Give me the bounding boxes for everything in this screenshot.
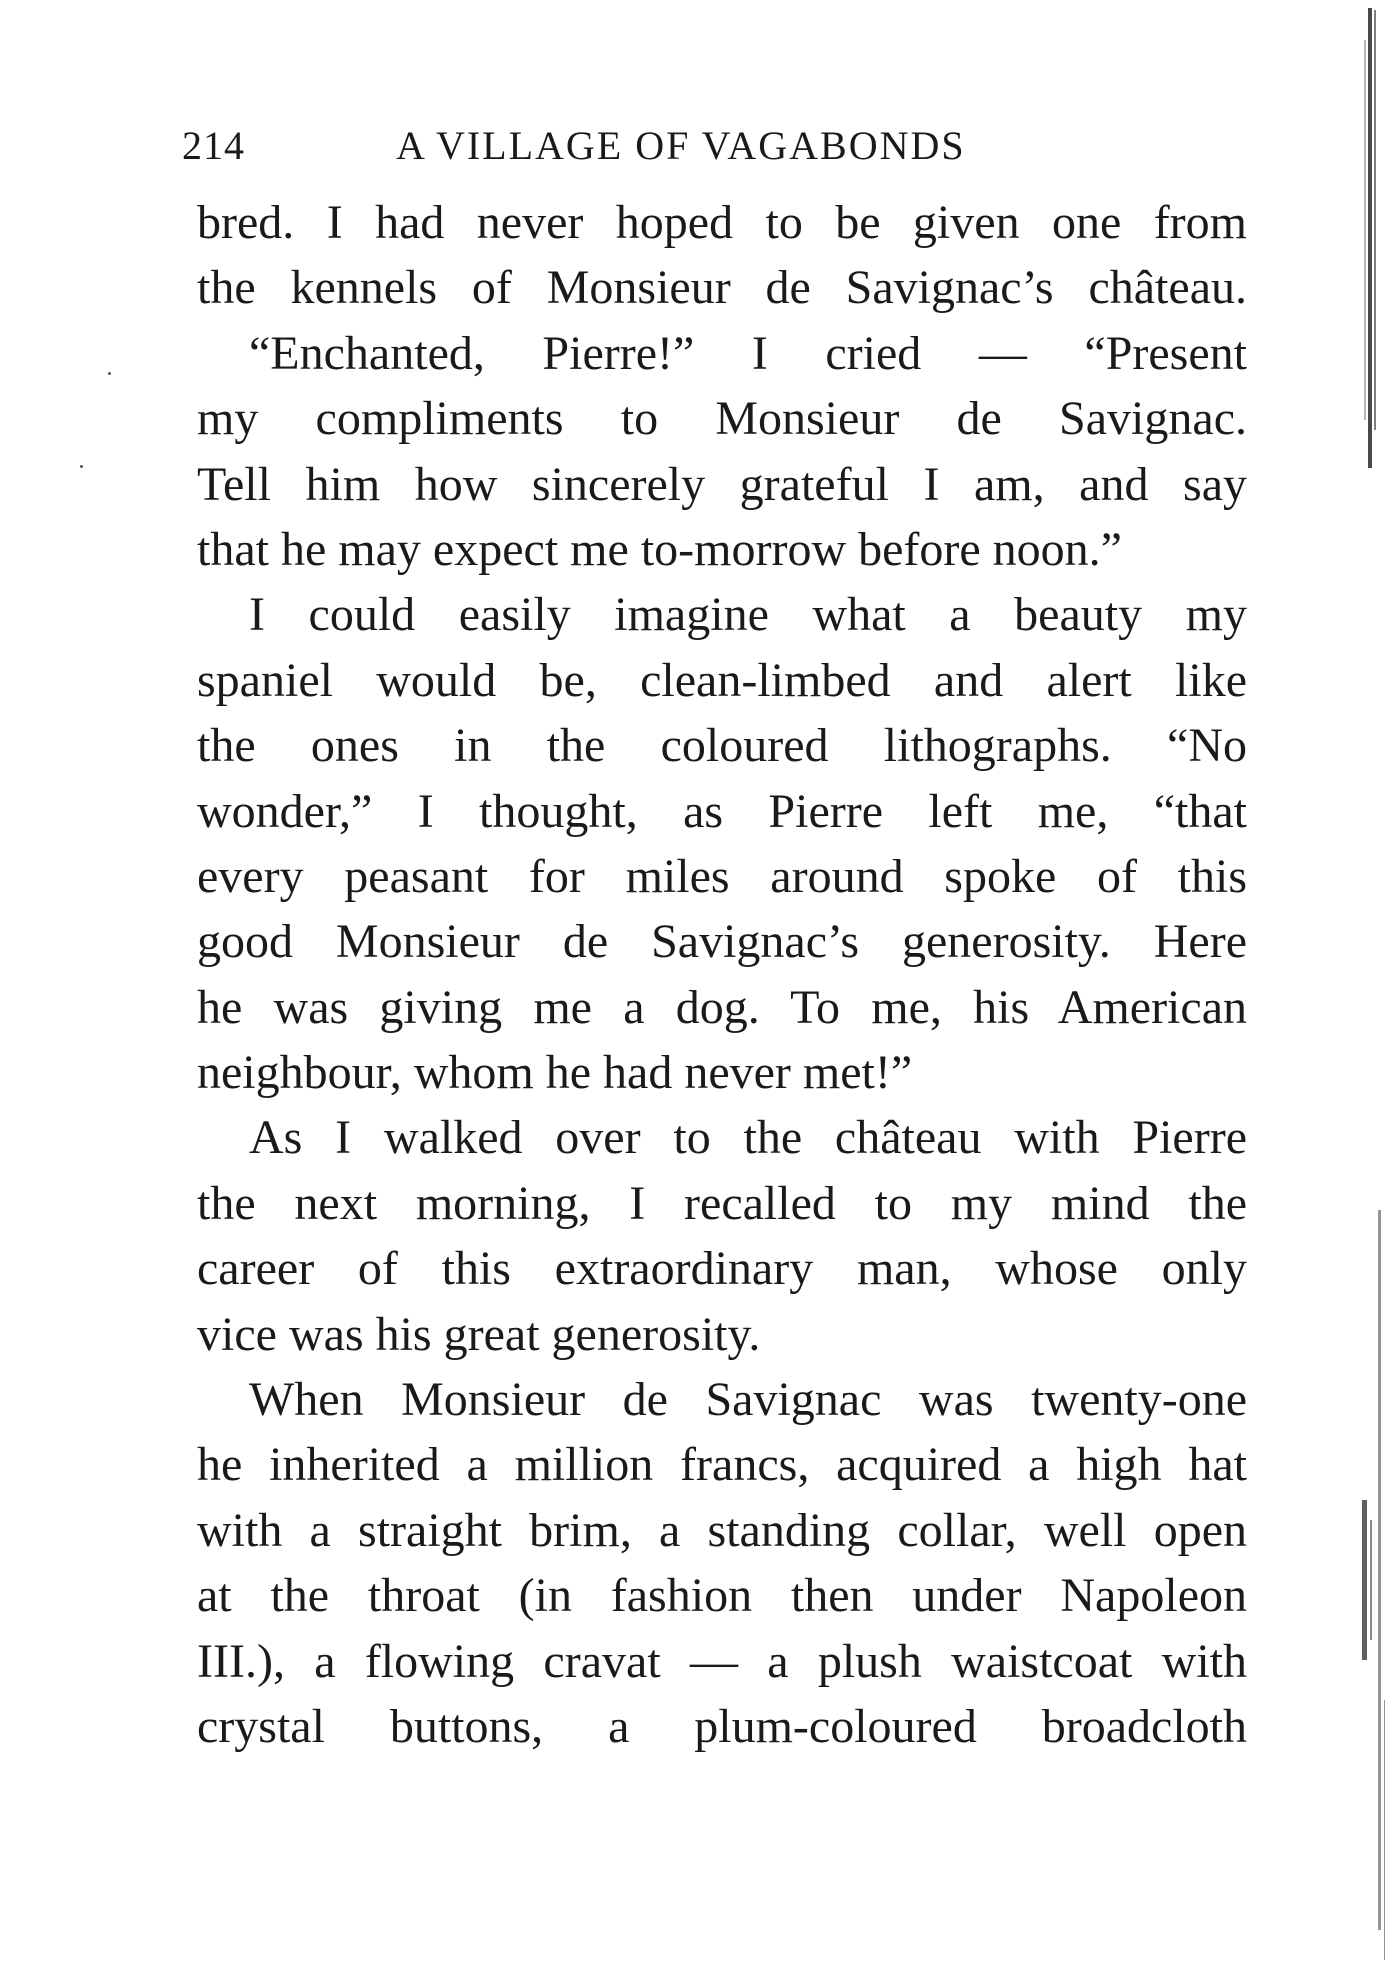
text-line: vice was his great generosity. xyxy=(197,1307,761,1361)
text-line: good Monsieur de Savignac’s generosity. Here xyxy=(197,915,1247,969)
text-line: crystal buttons, a plum-coloured broadcloth xyxy=(197,1699,1247,1753)
binding-shadow xyxy=(1348,0,1396,1970)
text-line: III.), a flowing cravat — a plush waistcoat with xyxy=(197,1634,1247,1688)
running-title: A VILLAGE OF VAGABONDS xyxy=(396,123,966,168)
text-line: he was giving me a dog. To me, his American xyxy=(197,980,1247,1034)
text-line: spaniel would be, clean-limbed and alert like xyxy=(197,653,1247,707)
page-number: 214 xyxy=(182,123,245,168)
text-line: that he may expect me to-morrow before noon.” xyxy=(197,522,1122,576)
text-line: the kennels of Monsieur de Savignac’s château. xyxy=(197,261,1247,315)
text-line: with a straight brim, a standing collar, well open xyxy=(197,1503,1247,1557)
text-line: my compliments to Monsieur de Savignac. xyxy=(197,392,1247,446)
text-line: he inherited a million francs, acquired a high hat xyxy=(197,1438,1247,1492)
text-line: Tell him how sincerely grateful I am, and say xyxy=(197,457,1247,511)
scan-speck xyxy=(80,465,83,468)
text-line: As I walked over to the château with Pierre xyxy=(249,1111,1247,1165)
text-line: career of this extraordinary man, whose only xyxy=(197,1242,1247,1296)
text-line: at the throat (in fashion then under Napoleon xyxy=(197,1569,1247,1623)
text-line: bred. I had never hoped to be given one from xyxy=(197,196,1247,249)
scan-speck xyxy=(108,372,111,375)
body-text xyxy=(197,190,1247,1759)
text-line: When Monsieur de Savignac was twenty-one xyxy=(249,1373,1247,1427)
text-line: neighbour, whom he had never met!” xyxy=(197,1046,913,1100)
text-line: I could easily imagine what a beauty my xyxy=(249,588,1247,642)
text-line: the next morning, I recalled to my mind the xyxy=(197,1176,1247,1230)
text-line: “Enchanted, Pierre!” I cried — “Present xyxy=(249,326,1247,380)
running-header xyxy=(182,122,1082,178)
text-line: the ones in the coloured lithographs. “No xyxy=(197,719,1247,773)
text-line: every peasant for miles around spoke of this xyxy=(197,849,1247,903)
text-line: wonder,” I thought, as Pierre left me, “that xyxy=(197,784,1247,838)
